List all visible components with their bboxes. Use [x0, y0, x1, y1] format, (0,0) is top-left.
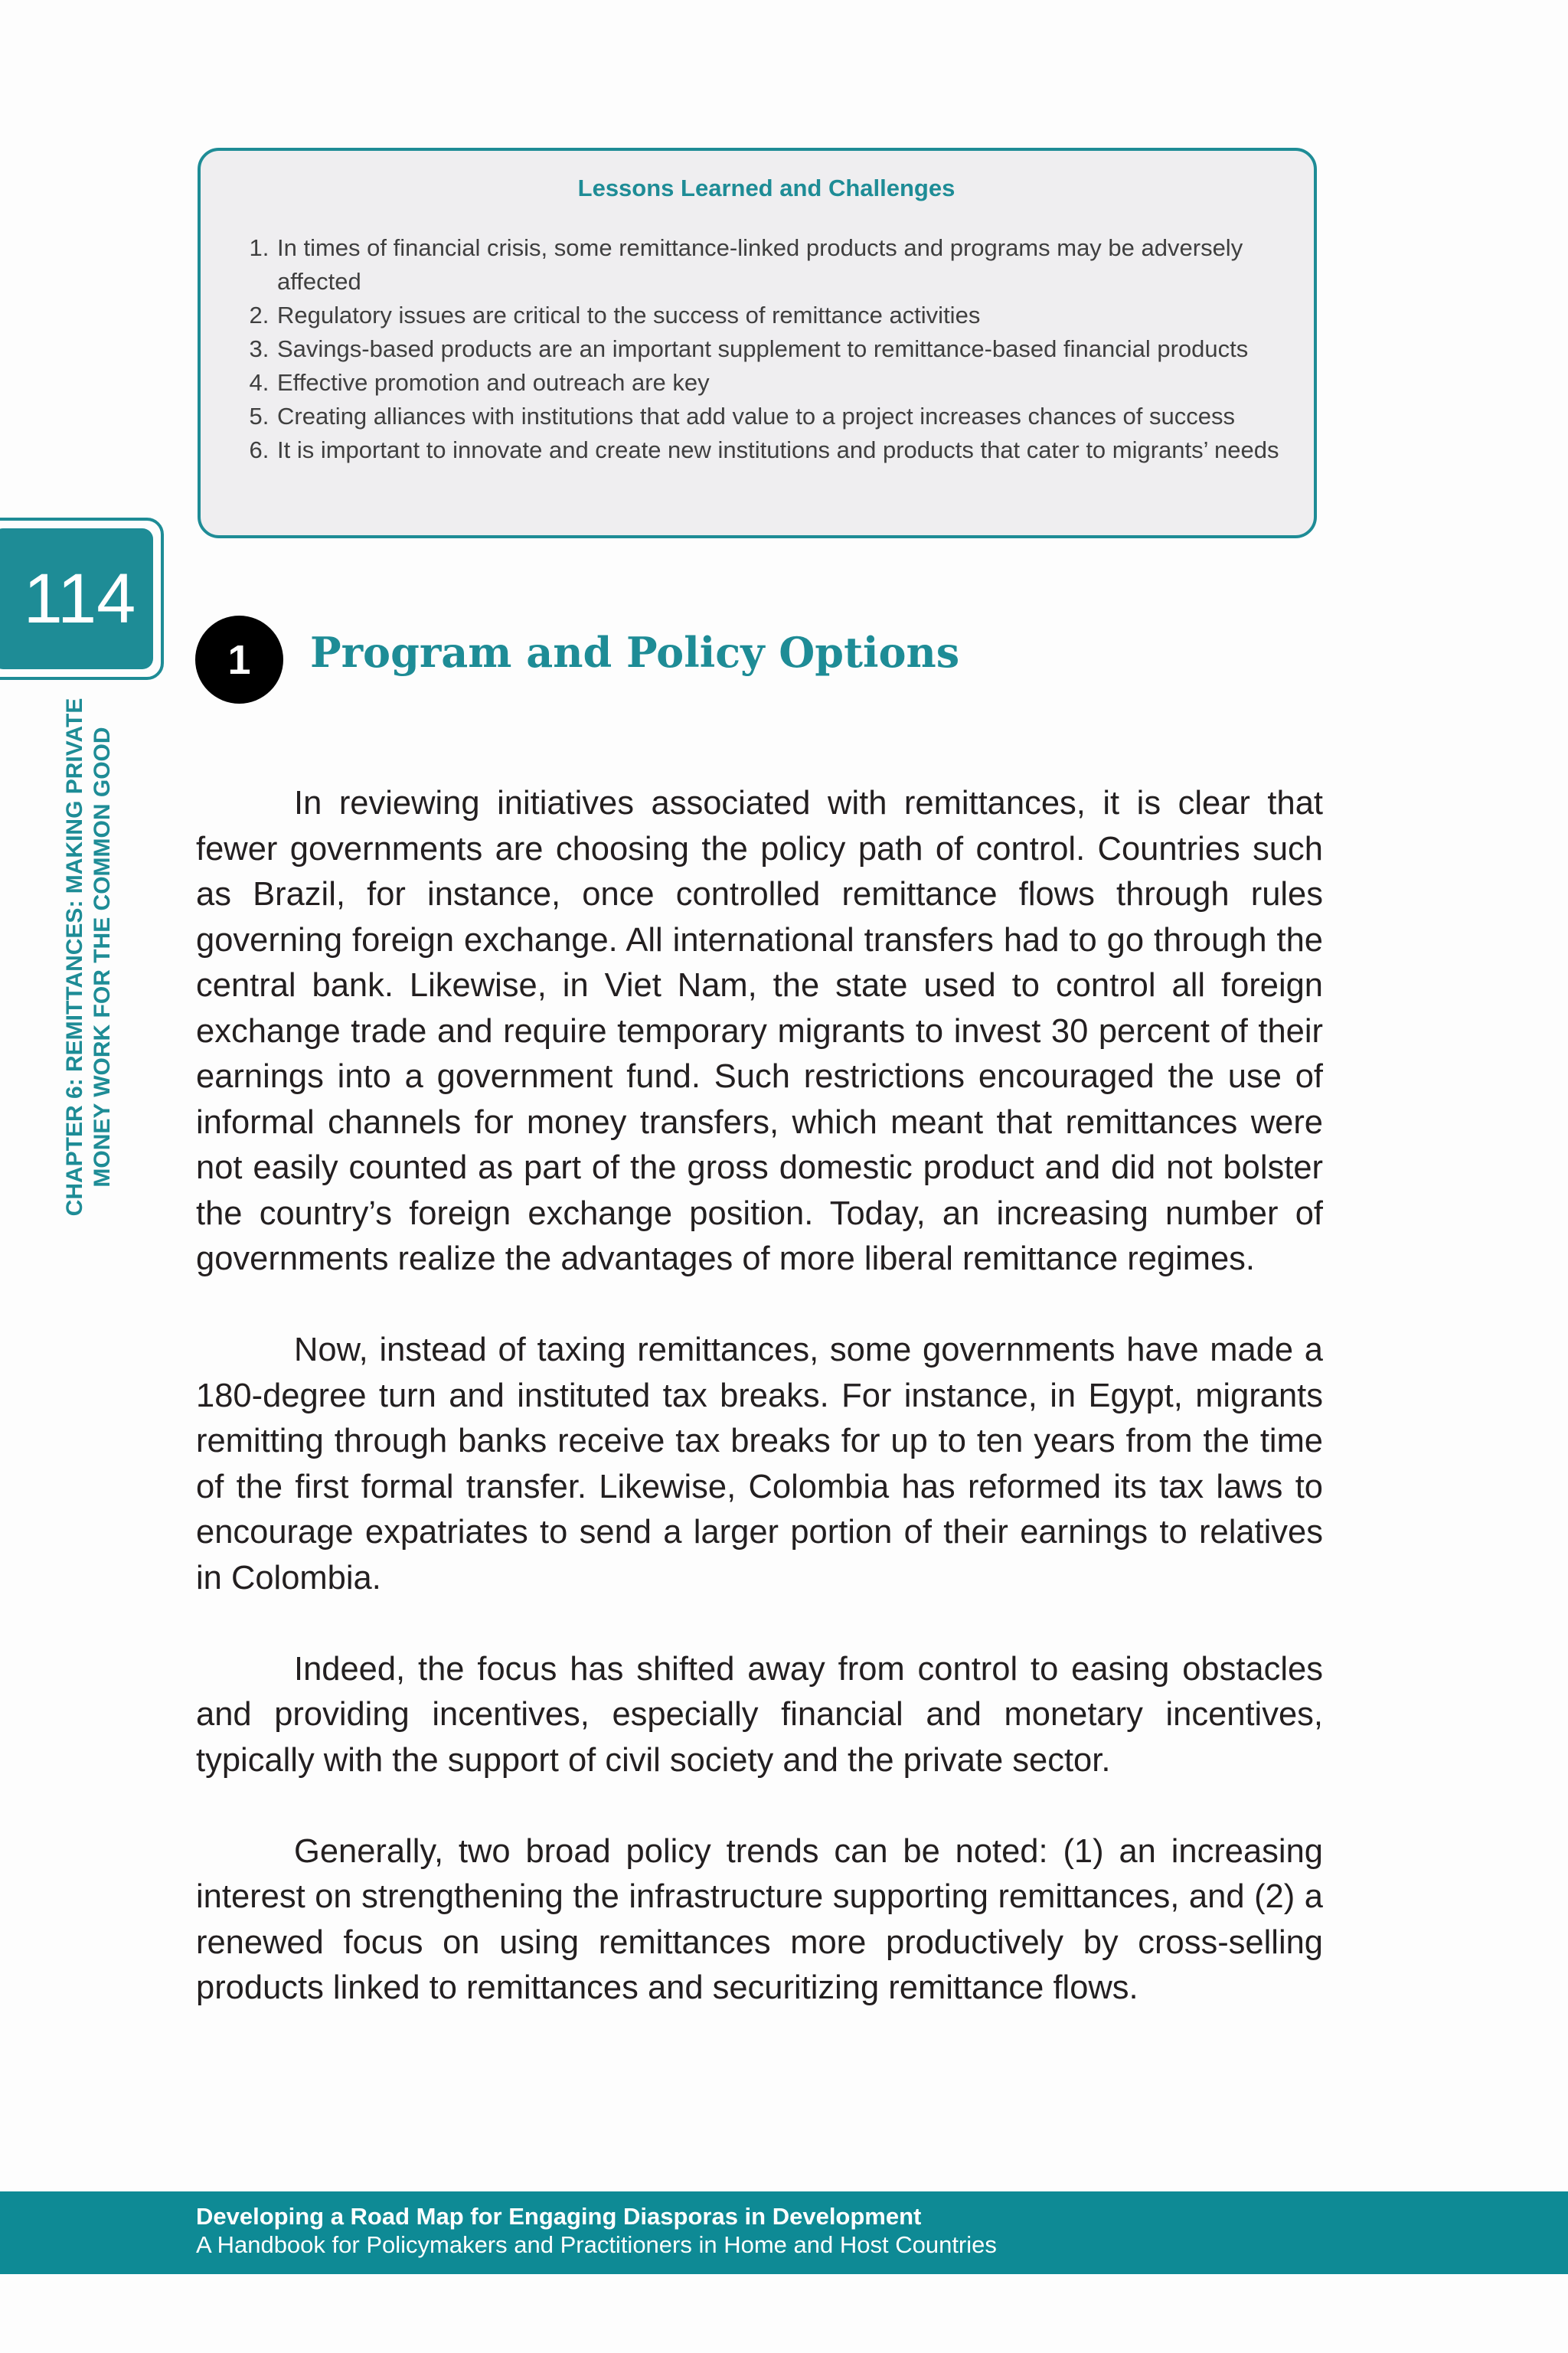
lesson-item: 5. Creating alliances with institutions that add value to a project increases chances of success [276, 400, 1294, 433]
lesson-item: 3. Savings-based products are an important supplement to remittance-based financial products [276, 332, 1294, 366]
lesson-item: 4. Effective promotion and outreach are key [276, 366, 1294, 400]
lesson-item: 1. In times of financial crisis, some remittance-linked products and programs may be adversely affected [276, 231, 1294, 299]
page-number-tab [0, 518, 164, 680]
page-number: 114 [0, 528, 153, 669]
chapter-side-label [61, 697, 116, 1217]
paragraph: Generally, two broad policy trends can be noted: (1) an increasing interest on strengthening the infrastructure supporting remittances, and (2) a renewed focus on using remittances more productively by cross-selling products linked to remittances and securitizing remittance flows. [196, 1832, 1323, 2006]
section-title: Program and Policy Options [310, 628, 960, 677]
body-text [196, 781, 1323, 2057]
lesson-item: 2. Regulatory issues are critical to the success of remittance activities [276, 299, 1294, 332]
footer-subtitle: A Handbook for Policymakers and Practitioners in Home and Host Countries [196, 2231, 997, 2258]
paragraph: In reviewing initiatives associated with remittances, it is clear that fewer governments are choosing the policy path of control. Countries such as Brazil, for instance, once controlled remittance flows through rules governing foreign exchange. All international transfers had to go through the central bank. Likewise, in Viet Nam, the state used to control all foreign exchange trade and require temporary migrants to invest 30 percent of their earnings into a government fund. Such restrictions encouraged the use of informal channels for money transfers, which meant that remittances were not easily counted as part of the gross domestic product and did not bolster the country’s foreign exchange position. Today, an increasing number of governments realize the advantages of more liberal remittance regimes. [196, 785, 1323, 1277]
page-footer [0, 2191, 1568, 2274]
lessons-title: Lessons Learned and Challenges [577, 175, 956, 201]
chapter-label-line-1: CHAPTER 6: REMITTANCES: MAKING PRIVATE [62, 698, 87, 1217]
footer-title: Developing a Road Map for Engaging Diasporas in Development [196, 2203, 922, 2230]
paragraph: Now, instead of taxing remittances, some governments have made a 180-degree turn and instituted tax breaks. For instance, in Egypt, migrants remitting through banks receive tax breaks for up to ten years from the time of the first formal transfer. Likewise, Colombia has reformed its tax laws to encourage expatriates to send a larger portion of their earnings to relatives in Colombia. [196, 1332, 1323, 1596]
lessons-learned-box [198, 148, 1317, 538]
section-number-badge: 1 [195, 616, 283, 704]
lessons-list [239, 231, 1294, 467]
chapter-label-line-2: MONEY WORK FOR THE COMMON GOOD [90, 727, 115, 1188]
paragraph: Indeed, the focus has shifted away from control to easing obstacles and providing incentives, especially financial and monetary incentives, typically with the support of civil society and the private sector. [196, 1650, 1323, 1779]
lesson-item: 6. It is important to innovate and create new institutions and products that cater to migrants’ needs [276, 433, 1294, 467]
